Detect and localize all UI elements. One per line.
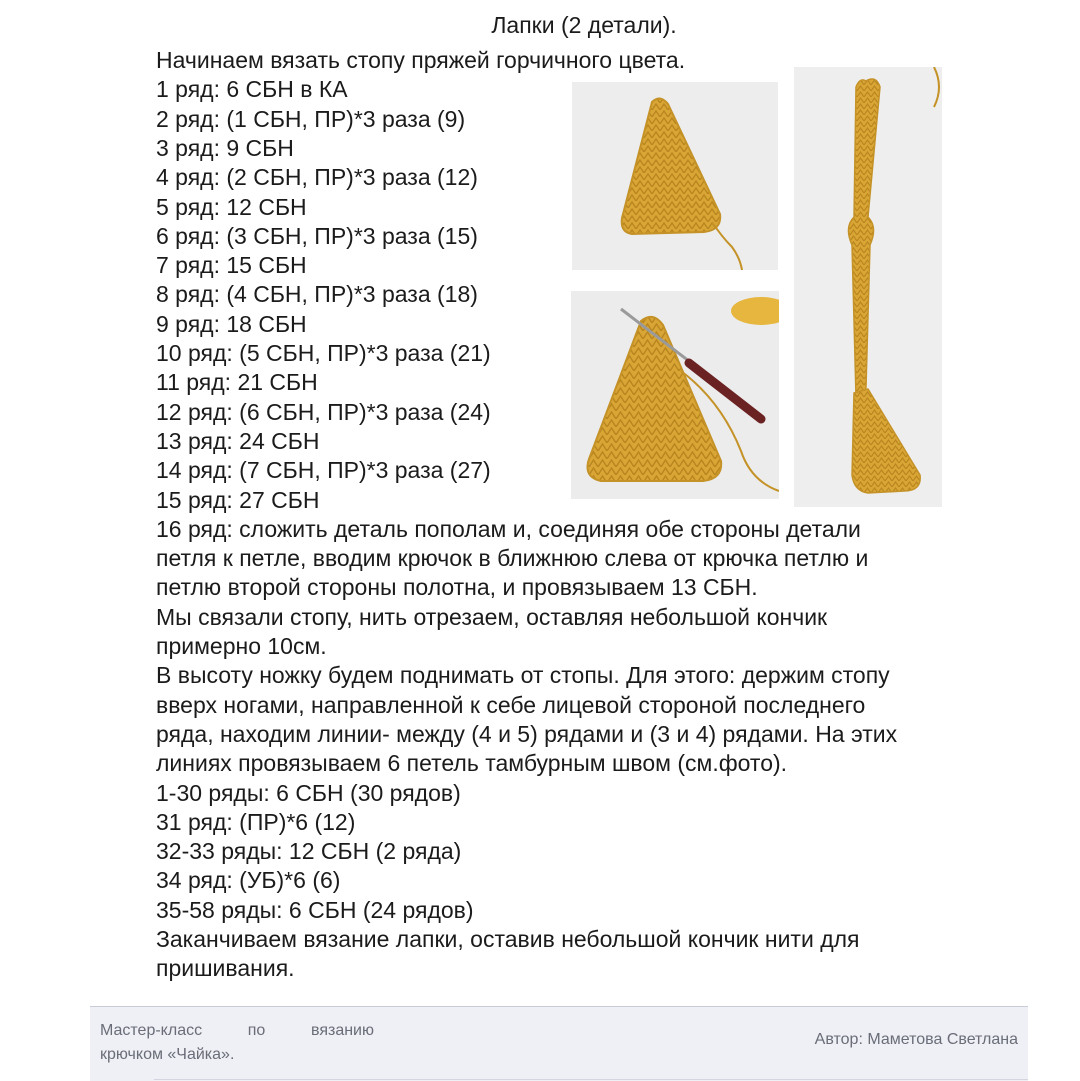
instruction-line: 9 ряд: 18 СБН bbox=[156, 310, 307, 337]
footer-course-name bbox=[100, 1019, 380, 1067]
footer-word-3: вязанию bbox=[311, 1022, 374, 1039]
instruction-line: 3 ряд: 9 СБН bbox=[156, 134, 294, 161]
instruction-line: 8 ряд: (4 СБН, ПР)*3 раза (18) bbox=[156, 281, 478, 308]
instruction-line: 13 ряд: 24 СБН bbox=[156, 427, 320, 454]
instruction-line: 4 ряд: (2 СБН, ПР)*3 раза (12) bbox=[156, 164, 478, 191]
instruction-line: ряда, находим линии- между (4 и 5) рядами и (3 и 4) рядами. На этих bbox=[156, 720, 898, 747]
instruction-line: 2 ряд: (1 СБН, ПР)*3 раза (9) bbox=[156, 105, 466, 132]
instruction-line: 11 ряд: 21 СБН bbox=[156, 369, 318, 396]
instruction-line: 35-58 ряды: 6 СБН (24 рядов) bbox=[156, 896, 474, 923]
instruction-line: Мы связали стопу, нить отрезаем, оставляя небольшой кончик bbox=[156, 603, 828, 630]
instruction-line: 7 ряд: 15 СБН bbox=[156, 252, 307, 279]
instruction-line: 14 ряд: (7 СБН, ПР)*3 раза (27) bbox=[156, 457, 491, 484]
instruction-line: вверх ногами, направленной к себе лицевой стороной последнего bbox=[156, 691, 866, 718]
instruction-line: 15 ряд: 27 СБН bbox=[156, 486, 320, 513]
instruction-line: петля к петле, вводим крючок в ближнюю слева от крючка петлю и bbox=[156, 545, 869, 572]
instruction-line: петлю второй стороны полотна, и провязываем 13 СБН. bbox=[156, 574, 758, 601]
instruction-line: 1-30 ряды: 6 СБН (30 рядов) bbox=[156, 779, 461, 806]
photo-foot-flat bbox=[572, 82, 778, 270]
instruction-line: Начинаем вязать стопу пряжей горчичного цвета. bbox=[156, 47, 686, 73]
page-title: Лапки (2 детали). bbox=[491, 12, 677, 38]
instruction-line: пришивания. bbox=[156, 955, 295, 982]
instruction-line: 12 ряд: (6 СБН, ПР)*3 раза (24) bbox=[156, 398, 491, 425]
footer-line-2: крючком «Чайка». bbox=[100, 1046, 235, 1063]
instruction-line: 31 ряд: (ПР)*6 (12) bbox=[156, 808, 356, 835]
instruction-line: В высоту ножку будем поднимать от стопы. Для этого: держим стопу bbox=[156, 662, 890, 689]
instruction-line: 34 ряд: (УБ)*6 (6) bbox=[156, 867, 341, 894]
photo-foot-with-hook bbox=[571, 291, 779, 499]
instruction-line: примерно 10см. bbox=[156, 633, 327, 659]
instruction-line: 6 ряд: (3 СБН, ПР)*3 раза (15) bbox=[156, 222, 478, 249]
footer-bar bbox=[90, 1006, 1028, 1081]
footer-word-1: Мастер-класс bbox=[100, 1022, 203, 1039]
instruction-line: 32-33 ряды: 12 СБН (2 ряда) bbox=[156, 838, 462, 865]
instruction-line: Заканчиваем вязание лапки, оставив небольшой кончик нити для bbox=[156, 926, 860, 952]
photo-finished-leg bbox=[794, 67, 942, 507]
instruction-line: 10 ряд: (5 СБН, ПР)*3 раза (21) bbox=[156, 340, 491, 366]
footer-word-2: по bbox=[247, 1022, 266, 1039]
instruction-line: 5 ряд: 12 СБН bbox=[156, 193, 307, 220]
instruction-line: 1 ряд: 6 СБН в КА bbox=[156, 76, 348, 103]
instruction-line: линиях провязываем 6 петель тамбурным швом (см.фото). bbox=[156, 750, 788, 777]
footer-author: Автор: Маметова Светлана bbox=[814, 1031, 1018, 1048]
instruction-line: 16 ряд: сложить деталь пополам и, соединяя обе стороны детали bbox=[156, 515, 861, 542]
